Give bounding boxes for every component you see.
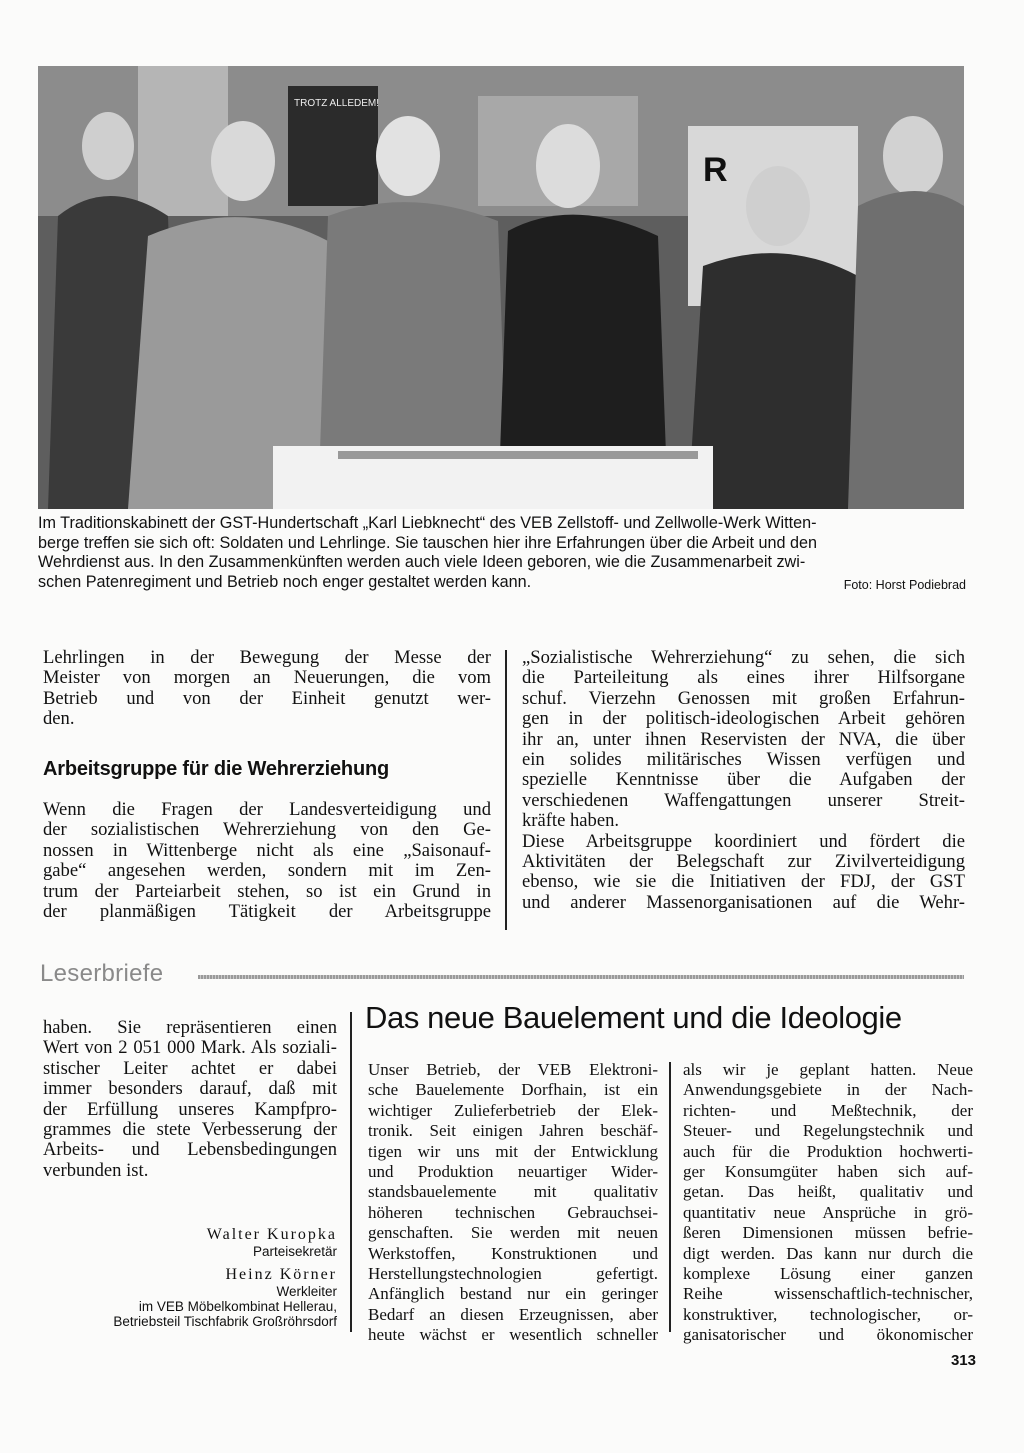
section-rule	[198, 975, 964, 979]
text-line: und anderer Massenorganisationen auf die Wehr-	[522, 891, 965, 913]
text-line: verschiedenen Waffengattungen unserer Streit-	[522, 789, 965, 811]
text-line: der sozialistischen Wehrerziehung von den Ge-	[43, 819, 491, 841]
text-line: Aktivitäten der Belegschaft zur Zivilverteidigung	[522, 851, 965, 873]
text-line: kräfte haben.	[522, 810, 620, 832]
text-line: schuf. Vierzehn Genossen mit großen Erfahrun-	[522, 687, 965, 709]
text-line: verbunden ist.	[43, 1159, 149, 1181]
text-line: Anwendungsgebiete in der Nach-	[683, 1080, 973, 1100]
text-line: quantitativ neue Ansprüche in grö-	[683, 1202, 973, 1222]
text-line: digt werden. Das kann nur durch die	[683, 1243, 973, 1263]
text-line: Bedarf an diesen Erzeugnissen, aber	[368, 1304, 658, 1324]
text-line: gen in der politisch-ideologischen Arbeit gehören	[522, 708, 965, 730]
article2-left-column	[368, 1060, 658, 1346]
text-line: Lehrlingen in der Bewegung der Messe der	[43, 647, 491, 668]
photo-caption	[38, 514, 966, 592]
text-line: tigen wir uns mit der Entwicklung	[368, 1141, 658, 1161]
text-line: wichtiger Zulieferbetrieb der Elek-	[368, 1100, 658, 1120]
photo-credit: Foto: Horst Podiebrad	[843, 578, 966, 592]
signature-name: Walter Kuropka	[206, 1226, 337, 1243]
article2-headline: Das neue Bauelement und die Ideologie	[365, 1000, 902, 1035]
text-line: gabe“ angesehen werden, sondern mit im Zen-	[43, 860, 491, 882]
text-line: Steuer- und Regelungstechnik und	[683, 1121, 973, 1141]
page-number: 313	[950, 1352, 976, 1369]
text-line: ßeren Dimensionen müssen befrie-	[683, 1223, 973, 1243]
text-line: Meister von morgen an Neuerungen, die vom	[43, 667, 491, 689]
text-line: genschaften. Sie werden mit neuen	[368, 1223, 658, 1243]
photo-sign-text: TROTZ ALLEDEM!	[294, 98, 380, 109]
text-line: als wir je geplant hatten. Neue	[683, 1060, 973, 1079]
text-line: Unser Betrieb, der VEB Elektroni-	[368, 1060, 658, 1079]
column-divider	[350, 1012, 352, 1332]
article1-heading: Arbeitsgruppe für die Wehrerziehung	[43, 758, 389, 780]
text-line: komplexe Lösung einer ganzen	[683, 1264, 973, 1284]
text-line: Reihe wissenschaftlich-technischer,	[683, 1284, 973, 1304]
column-divider	[505, 650, 507, 930]
section-label-leserbriefe: Leserbriefe	[40, 960, 164, 987]
group-photo-image	[38, 66, 964, 509]
caption-line: Im Traditionskabinett der GST-Hundertschaft „Karl Liebknecht“ des VEB Zellstoff- und Zellwolle-Werk Witten-	[38, 514, 817, 532]
letter-signatures	[43, 1200, 337, 1340]
text-line: „Sozialistische Wehrerziehung“ zu sehen, die sich	[522, 647, 965, 668]
photo-poster-letter: R	[703, 151, 728, 189]
text-line: trum der Parteiarbeit stehen, so ist ein Grund in	[43, 880, 491, 902]
text-line: standsbauelemente mit qualitativ	[368, 1182, 658, 1202]
text-line: grammes die stete Verbesserung der	[43, 1119, 337, 1141]
caption-line: Wehrdienst aus. In den Zusammenkünften werden auch viele Ideen geboren, wie die Zusammenarbeit zwi-	[38, 553, 806, 572]
article1-intro	[43, 648, 491, 730]
text-line: tronik. Seit einigen Jahren beschäf-	[368, 1121, 658, 1141]
text-line: Diese Arbeitsgruppe koordiniert und fördert die	[522, 830, 965, 852]
text-line: Wenn die Fragen der Landesverteidigung und	[43, 799, 491, 820]
text-line: ger Konsumgüter haben sich auf-	[683, 1162, 973, 1182]
text-line: der planmäßigen Tätigkeit der Arbeitsgruppe	[43, 901, 491, 923]
text-line: und Produktion neuartiger Wider-	[368, 1162, 658, 1182]
text-line: der Erfüllung unseres Kampfpro-	[43, 1098, 337, 1120]
article1-right-column	[522, 648, 965, 913]
text-line: höheren technischen Gebrauchsei-	[368, 1202, 658, 1222]
text-line: Herstellungstechnologien gefertigt.	[368, 1264, 658, 1284]
text-line: sche Bauelemente Dorfhain, ist ein	[368, 1080, 658, 1100]
text-line: ebenso, wie sie die Initiativen der FDJ, der GST	[522, 871, 965, 893]
text-line: immer besonders darauf, daß mit	[43, 1078, 337, 1100]
text-line: stischer Leiter achtet er dabei	[43, 1057, 337, 1079]
text-line: Betrieb und von der Einheit genutzt wer-	[43, 687, 491, 709]
signature-role: im VEB Möbelkombinat Hellerau,	[138, 1299, 337, 1314]
text-line: Anfänglich bestand nur ein geringer	[368, 1284, 658, 1304]
caption-line: berge treffen sie sich oft: Soldaten und Lehrlinge. Sie tauschen hier ihre Erfahrungen über die Arbeit und den	[38, 533, 818, 552]
text-line: heute wächst er wesentlich schneller	[368, 1325, 658, 1345]
article1-body	[43, 800, 491, 922]
text-line: Wert von 2 051 000 Mark. Als soziali-	[43, 1037, 337, 1059]
text-line: die Parteileitung als eines ihrer Hilfsorgane	[522, 667, 965, 689]
text-line: den.	[43, 708, 75, 730]
text-line: spezielle Kenntnisse über die Aufgaben der	[522, 769, 965, 791]
signature-block	[113, 1266, 337, 1329]
signature-role: Betriebsteil Tischfabrik Großröhrsdorf	[113, 1314, 337, 1329]
text-line: nossen in Wittenberge nicht als eine „Saisonauf-	[43, 839, 491, 861]
signature-role: Werkleiter	[276, 1284, 337, 1299]
text-line: auch für die Produktion hochwerti-	[683, 1141, 973, 1161]
text-line: ganisatorischer und ökonomischer	[683, 1325, 973, 1345]
text-line: Werkstoffen, Konstruktionen und	[368, 1243, 658, 1263]
signature-block	[207, 1226, 337, 1259]
text-line: ihr an, unter ihnen Reservisten der NVA, die über	[522, 728, 965, 750]
text-line: getan. Das heißt, qualitativ und	[683, 1182, 973, 1202]
article2-right-column	[683, 1060, 973, 1346]
column-divider	[669, 1062, 671, 1332]
letter-text	[43, 1018, 337, 1181]
text-line: richten- und Meßtechnik, der	[683, 1100, 973, 1120]
signature-name: Heinz Körner	[225, 1266, 337, 1283]
group-photo	[38, 66, 964, 509]
signature-role: Parteisekretär	[252, 1244, 337, 1259]
caption-line: schen Patenregiment und Betrieb noch enger gestaltet werden kann.	[38, 572, 532, 591]
text-line: konstruktiver, technologischer, or-	[683, 1304, 973, 1324]
text-line: Arbeits- und Lebensbedingungen	[43, 1139, 337, 1161]
text-line: haben. Sie repräsentieren einen	[43, 1017, 337, 1038]
text-line: ein solides militärisches Wissen verfügen und	[522, 749, 965, 771]
